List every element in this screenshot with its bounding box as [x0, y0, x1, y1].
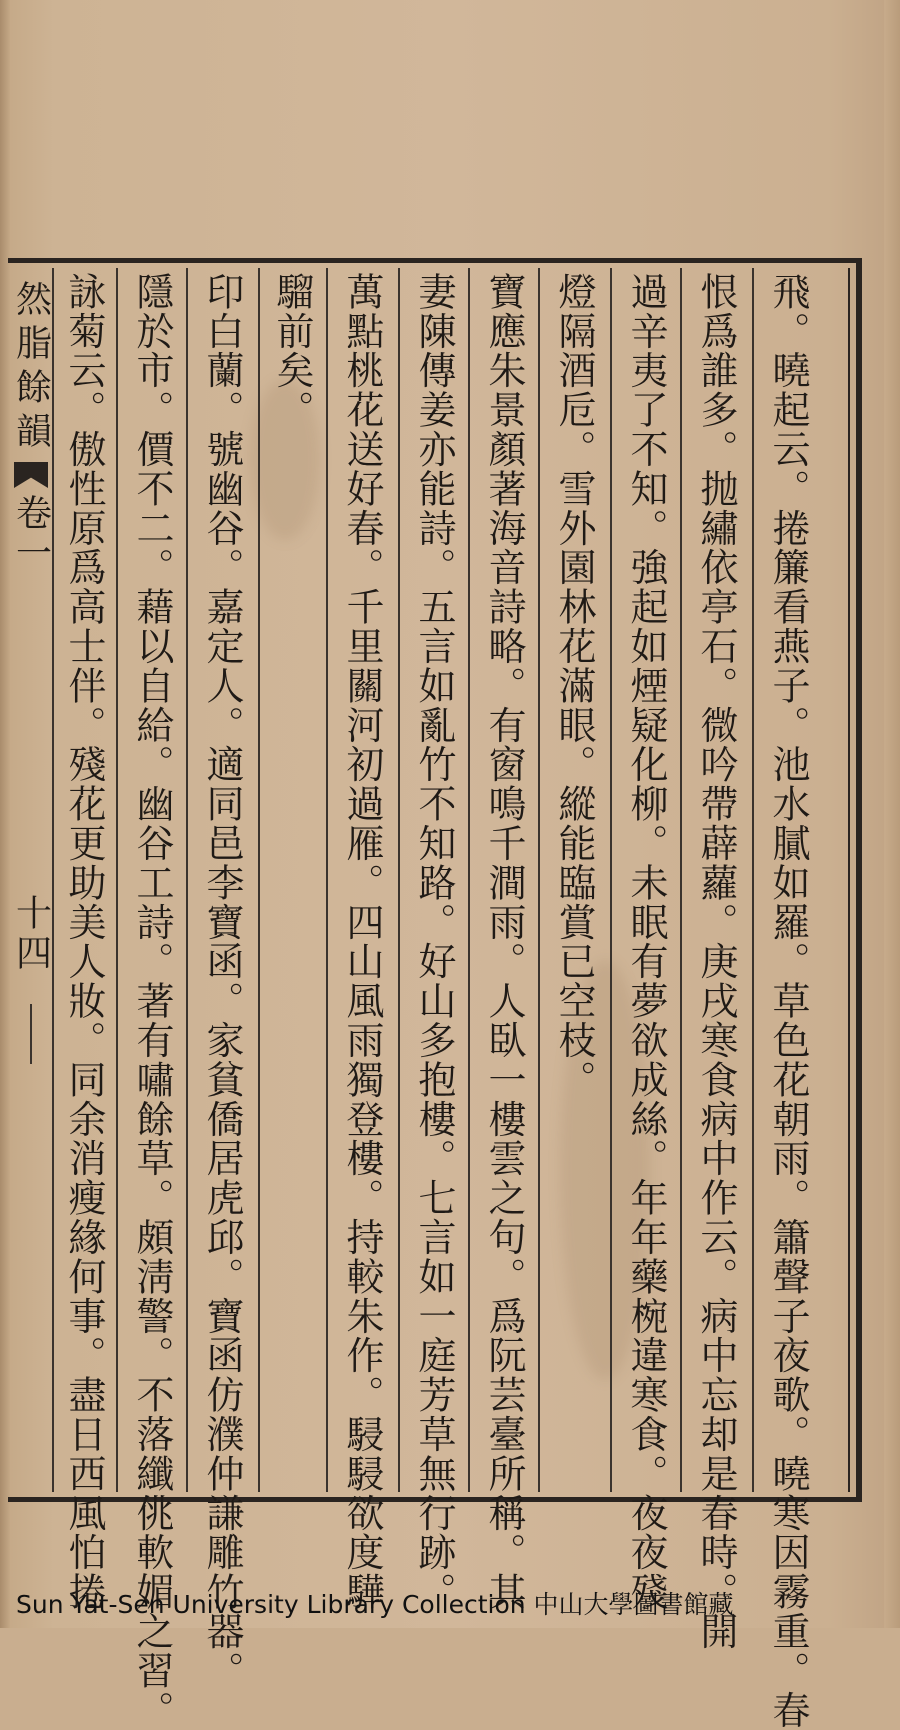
frame-inner-line: [848, 268, 850, 1492]
text-column: 隱於市。價不二。藉以自給。幽谷工詩。著有嘯餘草。頗淸警。不落纖佻軟媚之習。: [130, 272, 174, 1730]
column-rule: [610, 268, 612, 1492]
column-rule: [398, 268, 400, 1492]
column-rule: [116, 268, 118, 1492]
column-rule: [186, 268, 188, 1492]
column-rule: [680, 268, 682, 1492]
page-number: 十四: [10, 894, 52, 974]
page-edge: [884, 0, 900, 1628]
block-heart: [10, 268, 52, 1492]
library-watermark: Sun Yat-Sen University Library Collection 中山大學圖書館藏: [16, 1590, 734, 1619]
text-column: 妻陳傳姜亦能詩。五言如亂竹不知路。好山多抱樓。七言如一庭芳草無行跡。: [412, 272, 456, 1612]
column-rule: [468, 268, 470, 1492]
heart-tick: [30, 1004, 32, 1064]
text-column: 寶應朱景顏著海音詩略。有窗鳴千澗雨。人臥一樓雲之句。爲阮芸臺所稱。其: [482, 272, 526, 1612]
book-title: 然脂餘韻: [10, 280, 52, 456]
text-column: 恨爲誰多。抛繡依亭石。微吟帶薜蘿。庚戌寒食病中作云。病中忘却是春時。開: [694, 272, 738, 1651]
text-column: 飛。曉起云。捲簾看燕子。池水膩如羅。草色花朝雨。簫聲子夜歌。曉寒因霧重。春: [766, 272, 810, 1730]
column-rule: [326, 268, 328, 1492]
text-column: 過辛夷了不知。強起如煙疑化柳。未眠有夢欲成絲。年年藥椀違寒食。夜夜殘: [624, 272, 668, 1612]
text-column: 燈隔酒卮。雪外園林花滿眼。縱能臨賞已空枝。: [552, 272, 596, 1100]
text-column: 印白蘭。號幽谷。嘉定人。適同邑李寶函。家貧僑居虎邱。寶函仿濮仲謙雕竹器。: [200, 272, 244, 1691]
text-column: 詠菊云。傲性原爲高士伴。殘花更助美人妝。同余消瘦緣何事。盡日西風怕捲: [62, 272, 106, 1612]
fish-tail-mark: [14, 462, 48, 488]
text-column: 萬點桃花送好春。千里關河初過雁。四山風雨獨登樓。持較朱作。駸駸欲度驊: [340, 272, 384, 1612]
text-column: 騮前矣。: [270, 272, 314, 430]
column-rule: [752, 268, 754, 1492]
volume-label: 卷一: [10, 494, 52, 574]
column-rule: [538, 268, 540, 1492]
column-rule: [258, 268, 260, 1492]
